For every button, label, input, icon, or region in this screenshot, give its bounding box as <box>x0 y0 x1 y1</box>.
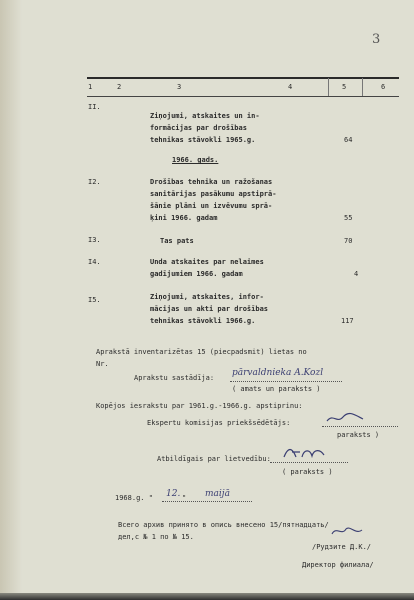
signature-line <box>322 426 398 427</box>
date-day: 12. <box>166 489 181 499</box>
row-title-line: ķini 1966. gadam <box>150 214 218 222</box>
compiled-caption: ( amats un paraksts ) <box>232 385 321 393</box>
row-title-line: Ziņojumi, atskaites, infor- <box>150 293 264 301</box>
row-number: II. <box>88 103 101 111</box>
inventory-number-label: Nr. <box>96 360 109 368</box>
col-1: 1 <box>88 83 93 91</box>
row-title-line: mācijas un akti par drošības <box>150 305 269 313</box>
date-month: maijā <box>205 489 230 499</box>
row-title-line: tehnikas stāvokli 1965.g. <box>150 136 256 144</box>
col-6: 6 <box>381 83 386 91</box>
col-3: 3 <box>177 83 182 91</box>
row-sheet-count: 55 <box>344 214 353 222</box>
date-underline <box>162 501 252 502</box>
column-divider <box>362 78 363 96</box>
row-number: I5. <box>88 296 101 304</box>
row-title-line: Unda atskaites par nelaimes <box>150 258 264 266</box>
row-sheet-count: 4 <box>354 270 359 278</box>
compiled-signature: pārvaldnieka A.Kozl <box>232 368 324 378</box>
row-title-line: Drošības tehnika un ražošanas <box>150 178 273 186</box>
row-number: I3. <box>88 236 101 244</box>
compiled-label: Aprakstu sastādīja: <box>134 374 215 382</box>
archive-acceptance-range: дел,с № 1 по № 15. <box>118 533 194 541</box>
approval-label: Kopējos iesrakstu par 1961.g.-1966.g. apstiprinu: <box>96 402 303 410</box>
row-title-line: Ziņojumi, atskaites un in- <box>150 112 260 120</box>
column-divider <box>328 78 329 96</box>
row-title-line: šānie plāni un izvēvumu sprā- <box>150 202 273 210</box>
expert-caption: paraksts ) <box>337 431 380 439</box>
row-number: I4. <box>88 258 101 266</box>
director-signature-scribble <box>330 524 364 538</box>
col-4: 4 <box>288 83 293 91</box>
director-name: /Рудзите Д.К./ <box>312 543 372 551</box>
inventory-statement: Aprakstā inventarizētas 15 (piecpadsmit) lietas no <box>96 348 307 356</box>
date-quote: " <box>182 494 187 502</box>
row-sheet-count: 117 <box>341 317 354 325</box>
date-prefix: 1968.g. " <box>115 494 153 502</box>
row-title-line: tehnikas stāvokli 1966.g. <box>150 317 256 325</box>
row-sheet-count: 70 <box>344 237 353 245</box>
responsible-signature-scribble <box>282 445 326 461</box>
expert-label: Ekspertu komisijas priekšsēdētājs: <box>147 419 291 427</box>
header-bottom-rule <box>87 96 399 97</box>
row-title-line: sanitārijas pasākumu apstiprā- <box>150 190 277 198</box>
director-title: Директор филиала/ <box>302 561 374 569</box>
page-bottom-edge <box>0 593 414 600</box>
row-sheet-count: 64 <box>344 136 353 144</box>
col-5: 5 <box>342 83 347 91</box>
expert-signature-scribble <box>325 412 365 426</box>
archive-acceptance-line: Всего архив принято в опись внесено 15/пятнадцать/ <box>118 521 329 529</box>
signature-line <box>230 381 342 382</box>
col-2: 2 <box>117 83 122 91</box>
year-heading: 1966. gads. <box>172 156 219 164</box>
header-top-rule <box>87 77 399 79</box>
director-signature <box>330 524 364 541</box>
row-number: I2. <box>88 178 101 186</box>
row-title-line: formācijas par drošības <box>150 124 247 132</box>
page-number: 3 <box>372 32 381 47</box>
row-title-line: Tas pats <box>160 237 194 245</box>
responsible-label: Atbildīgais par lietvedību: <box>157 455 271 463</box>
responsible-caption: ( paraksts ) <box>282 468 333 476</box>
signature-line <box>270 462 348 463</box>
row-title-line: gadījumiem 1966. gadam <box>150 270 243 278</box>
